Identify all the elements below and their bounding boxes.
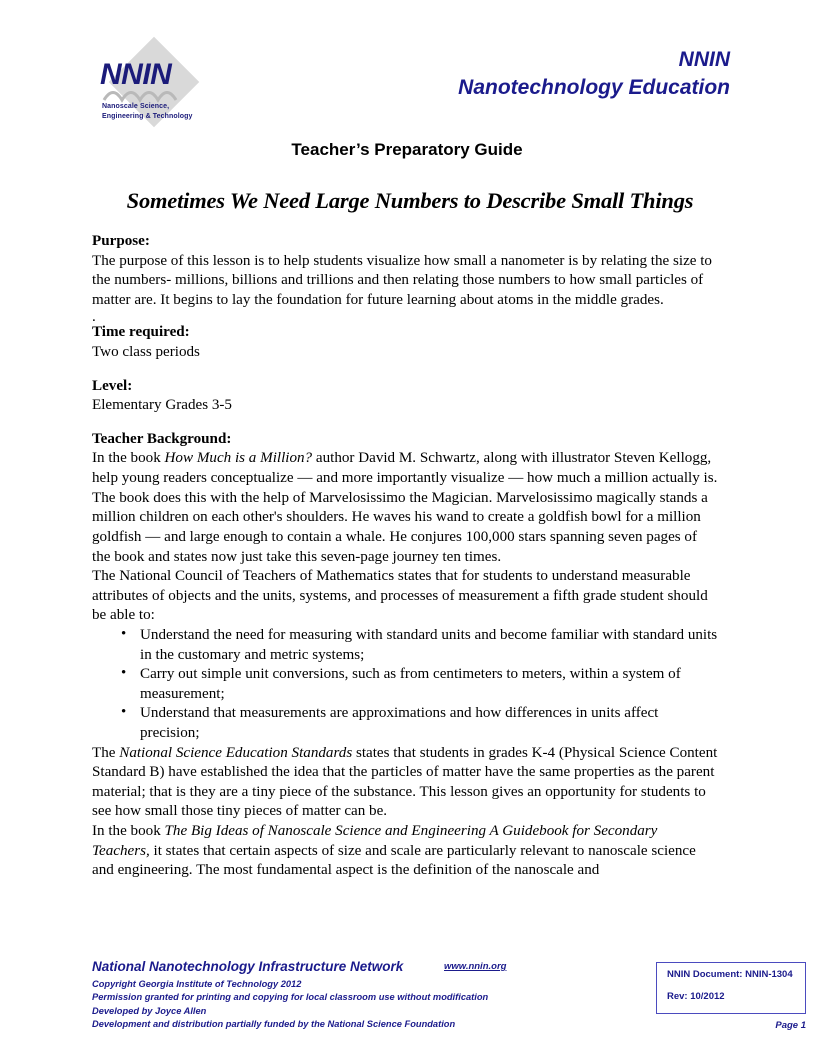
footer-website-link[interactable]: www.nnin.org [444, 961, 507, 972]
bigideas-rest: it states that certain aspects of size and scale are particularly relevant to nanoscale science and engineering. The most fundamental aspect is the definition of the nanoscale and [92, 842, 696, 879]
page-header [0, 0, 815, 130]
section-text-big-ideas-paragraph [92, 822, 718, 881]
nnin-logo [100, 48, 230, 140]
publication-title-national-science-education-standards: National Science Education Standards [119, 744, 353, 761]
document-body [92, 232, 718, 881]
footer-funding-prefix: Development and distribution partially funded by the [92, 1019, 328, 1030]
list-item-label: Understand that measurements are approximations and how differences in units affect precision; [140, 705, 659, 742]
section-heading-level: Level: [92, 377, 133, 394]
background-p1-prefix: In the book [92, 450, 165, 467]
nnin-logo-tagline [102, 102, 232, 122]
stray-period: . [92, 309, 96, 326]
page-footer [0, 958, 815, 1054]
section-text-purpose: The purpose of this lesson is to help students visualize how small a nanometer is by relating the size to the numbers- millions, billions and trillions and then relating those numbers to how small particles of matter are. It begins to lay the foundation for future learning about atoms in the middle grades. [92, 252, 712, 308]
section-text-background-paragraph-1 [92, 449, 718, 567]
bullet-icon: • [121, 665, 127, 682]
section-heading-time-required: Time required: [92, 324, 190, 341]
footer-permission: Permission granted for printing and copying for local classroom use without modification [92, 992, 489, 1003]
nnin-logo-tagline-line1: Nanoscale Science, [102, 103, 170, 110]
document-id: NNIN Document: NNIN-1304 [667, 969, 793, 980]
list-item-label: Carry out simple unit conversions, such as from centimeters to meters, within a system of measurement; [140, 666, 681, 702]
page-title: Sometimes We Need Large Numbers to Describe Small Things [126, 188, 694, 213]
document-subtitle: Teacher’s Preparatory Guide [291, 140, 523, 159]
nses-rest: states that students in grades K-4 (Physical Science Content Standard B) have established the idea that the particles of matter have the same properties as the parent material; that is they are a tiny piece of the substance. This lesson gives an opportunity for students to see how small those tiny pieces of matter can be. [92, 744, 718, 820]
book-title-the-big-ideas-of-nanoscale-science: The Big Ideas of Nanoscale Science and Engineering A Guidebook for Secondary Teachers, [92, 823, 658, 859]
bullet-icon: • [121, 625, 127, 642]
footer-funding-agency: National Science Foundation [327, 1019, 456, 1030]
page-number: Page 1 [775, 1020, 806, 1031]
footer-developed-by: Developed by Joyce Allen [92, 1005, 207, 1016]
list-item [92, 665, 718, 704]
background-p1-rest: author David M. Schwartz, along with illustrator Steven Kellogg, help young readers conceptualize — and more importantly visualize — how much a million actually is. The book does this with the help of Marvelosissimo the Magician. Marvelosissimo magically stands a million children on each other's shoulders. He waves his wand to create a goldfish bowl for a million goldfish — and large enough to contain a whale. He conjures 100,000 stars spanning seven pages of the book and states now just take this seven-page journey ten times. [92, 450, 718, 565]
footer-organization: National Nanotechnology Infrastructure Network [92, 959, 404, 974]
section-text-level: Elementary Grades 3-5 [92, 397, 232, 414]
nnin-logo-wordmark: NNIN [100, 58, 172, 91]
brand-heading [458, 46, 730, 101]
bigideas-prefix: In the book [92, 823, 165, 840]
list-item-label: Understand the need for measuring with standard units and become familiar with standard units in the customary and metric systems; [140, 626, 718, 663]
section-text-nctm-intro: The National Council of Teachers of Mathematics states that for students to understand measurable attributes of objects and the units, systems, and processes of measurement a fifth grade student should be able to: [92, 568, 708, 624]
bullet-icon: • [121, 704, 127, 721]
nnin-logo-tagline-line2: Engineering & Technology [102, 113, 193, 121]
nses-prefix: The [92, 744, 120, 761]
book-title-how-much-is-a-million: How Much is a Million? [164, 450, 313, 467]
section-text-time-required: Two class periods [92, 344, 200, 361]
brand-line-nnin: NNIN [678, 48, 730, 71]
section-heading-teacher-background: Teacher Background: [92, 430, 232, 447]
document-revision: Rev: 10/2012 [667, 991, 725, 1003]
document-id-box [656, 962, 806, 1014]
section-text-nses-paragraph [92, 744, 718, 822]
list-item [92, 626, 718, 665]
list-item [92, 704, 718, 743]
brand-line-nanotechnology-education: Nanotechnology Education [458, 75, 730, 99]
footer-copyright: Copyright Georgia Institute of Technology 2012 [92, 979, 302, 989]
section-heading-purpose: Purpose: [92, 233, 150, 249]
nctm-standards-list [92, 626, 718, 744]
